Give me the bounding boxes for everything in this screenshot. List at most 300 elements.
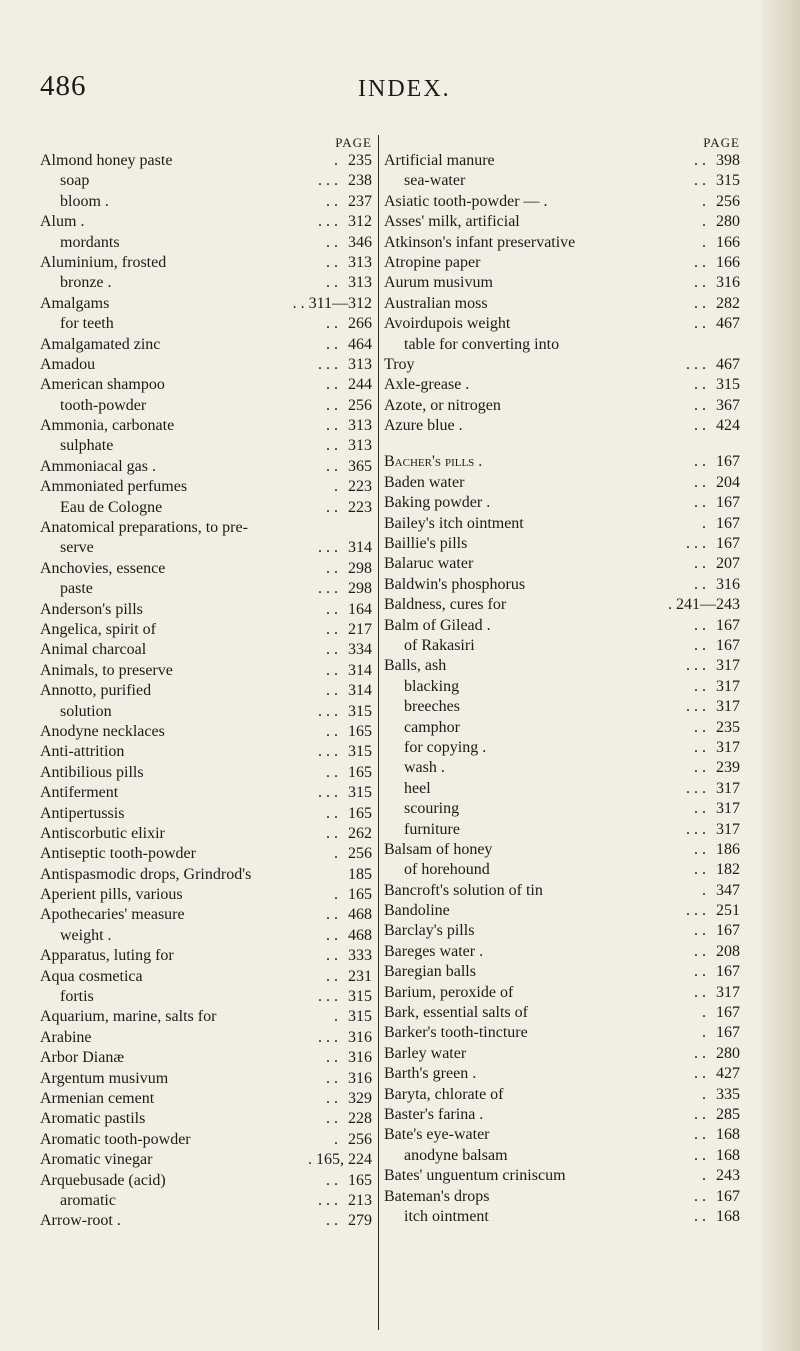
index-term: Artificial manure <box>384 152 495 169</box>
index-term: Balaruc water <box>384 555 474 573</box>
index-term: aromatic <box>60 1191 116 1209</box>
index-term: Apothecaries' measure <box>40 906 185 924</box>
index-entry <box>384 473 740 493</box>
leader-dots: . . <box>694 294 706 312</box>
leader-dots: . . <box>694 274 706 292</box>
leader-dots: . . <box>694 1207 706 1225</box>
leader-dots: . <box>334 478 338 496</box>
page-reference: 317 <box>716 698 740 716</box>
leader-dots: . . <box>694 315 706 333</box>
index-term: Axle-grease . <box>384 376 470 394</box>
page-number: 486 <box>40 70 87 102</box>
page-reference: 316 <box>348 1049 372 1067</box>
leader-dots: . . <box>694 942 706 960</box>
page-reference: 266 <box>348 315 372 333</box>
page-reference: 467 <box>716 315 740 333</box>
leader-dots: . . <box>326 641 338 659</box>
index-entry <box>384 1105 740 1125</box>
index-term: Baregian balls <box>384 963 476 981</box>
index-entry <box>40 335 372 355</box>
index-term: Balls, ash <box>384 657 447 675</box>
leader-dots: . . . <box>318 702 338 720</box>
page-reference: 256 <box>348 845 372 863</box>
leader-dots: . . <box>326 722 338 740</box>
page-reference: 315 <box>348 784 372 802</box>
leader-dots: . . <box>694 172 706 190</box>
leader-dots: . . <box>694 1146 706 1164</box>
index-term: for teeth <box>60 315 114 333</box>
index-entry <box>384 1023 740 1043</box>
leader-dots: . . <box>694 555 706 573</box>
index-term: Balsam of honey <box>384 840 493 858</box>
index-term: Ammoniacal gas . <box>40 457 156 475</box>
index-term: Bailey's itch ointment <box>384 514 524 532</box>
index-entry <box>40 416 372 436</box>
page-reference: 424 <box>716 417 740 435</box>
index-entry <box>384 534 740 554</box>
leader-dots: . . . <box>318 743 338 761</box>
leader-dots: . <box>334 1008 338 1026</box>
leader-dots: . . <box>326 600 338 618</box>
leader-dots: . . <box>694 1065 706 1083</box>
page-reference: 256 <box>348 396 372 414</box>
page-reference: 168 <box>716 1207 740 1225</box>
index-term: sea-water <box>404 172 466 190</box>
leader-dots: . . . <box>318 784 338 802</box>
index-entry <box>40 192 372 212</box>
page-reference: 314 <box>348 539 372 557</box>
page-reference: 315 <box>348 702 372 720</box>
page-reference: 182 <box>716 861 740 879</box>
index-entry <box>384 921 740 941</box>
page-reference: 168 <box>716 1146 740 1164</box>
page-reference: 317 <box>716 820 740 838</box>
page-reference: 313 <box>348 355 372 373</box>
leader-dots: . . . <box>318 355 338 373</box>
index-entry <box>40 804 372 824</box>
index-term: Aperient pills, various <box>40 886 183 904</box>
index-term: Animals, to preserve <box>40 661 173 679</box>
index-entry <box>40 661 372 681</box>
leader-dots: . . <box>694 417 706 435</box>
index-entry <box>384 396 740 416</box>
index-term: Amalgamated zinc <box>40 335 161 353</box>
page-reference: 167 <box>716 535 740 553</box>
index-term: Australian moss <box>384 294 488 312</box>
index-term: breeches <box>404 698 460 716</box>
leader-dots: . . <box>326 947 338 965</box>
index-term: scouring <box>404 800 460 818</box>
index-term: Ammoniated perfumes <box>40 478 188 496</box>
page-reference: 165 <box>348 722 372 740</box>
index-entry <box>40 763 372 783</box>
index-entry <box>40 375 372 395</box>
leader-dots: . . . <box>318 988 338 1006</box>
index-term: Bandoline <box>384 902 450 920</box>
index-entry <box>384 253 740 273</box>
index-term: Bate's eye-water <box>384 1126 490 1144</box>
index-term: Bates' unguentum criniscum <box>384 1167 566 1185</box>
page-reference: 280 <box>716 1044 740 1062</box>
index-term: Atkinson's infant preservative <box>384 233 576 251</box>
index-term: of Rakasiri <box>404 636 475 654</box>
index-entry <box>40 314 372 334</box>
index-entry <box>384 1166 740 1186</box>
page-reference: 398 <box>716 152 740 169</box>
index-entry <box>384 881 740 901</box>
page-reference: 313 <box>348 253 372 271</box>
index-term: Alum . <box>40 213 85 231</box>
index-entry <box>384 901 740 921</box>
index-entry <box>384 779 740 799</box>
leader-dots: . . <box>326 417 338 435</box>
index-entry <box>40 579 372 599</box>
index-entry <box>40 1191 372 1211</box>
index-term: Asiatic tooth-powder — . <box>384 192 548 210</box>
index-term: table for converting into <box>404 335 560 353</box>
index-entry <box>40 640 372 660</box>
index-entry <box>384 575 740 595</box>
index-term: Aqua cosmetica <box>40 967 143 985</box>
leader-dots: . . <box>694 677 706 695</box>
page-reference: 217 <box>348 620 372 638</box>
page-reference: 251 <box>716 902 740 920</box>
index-term: Arabine <box>40 1028 92 1046</box>
page-reference: 167 <box>716 494 740 512</box>
leader-dots: . . . <box>318 1028 338 1046</box>
index-entry <box>40 355 372 375</box>
index-entry <box>40 620 372 640</box>
leader-dots: . . <box>694 616 706 634</box>
index-entry <box>40 477 372 497</box>
page-reference: 315 <box>348 988 372 1006</box>
index-entry <box>384 656 740 676</box>
leader-dots: . . <box>694 759 706 777</box>
index-entry <box>40 1069 372 1089</box>
page-column-heading: PAGE <box>335 135 372 150</box>
leader-dots: . . <box>694 738 706 756</box>
index-term: Bancroft's solution of tin <box>384 881 543 899</box>
leader-dots: . . <box>326 396 338 414</box>
page-reference: 165, 224 <box>316 1151 372 1169</box>
page-reference: 315 <box>716 172 740 190</box>
page-reference: 244 <box>348 376 372 394</box>
page-reference: 237 <box>348 192 372 210</box>
page-reference: 207 <box>716 555 740 573</box>
leader-dots: . . <box>326 233 338 251</box>
index-entry <box>384 273 740 293</box>
page-reference: 464 <box>348 335 372 353</box>
index-entry <box>40 926 372 946</box>
index-entry <box>40 518 372 538</box>
leader-dots: . <box>668 596 672 614</box>
page-reference: 235 <box>348 152 372 169</box>
index-term: Barclay's pills <box>384 922 475 940</box>
index-entry <box>40 1211 372 1231</box>
leader-dots: . . <box>326 906 338 924</box>
index-entry <box>40 865 372 885</box>
page-reference: 167 <box>716 514 740 532</box>
page-reference: 315 <box>716 376 740 394</box>
leader-dots: . . . <box>318 213 338 231</box>
page-reference: 213 <box>348 1191 372 1209</box>
leader-dots: . . . <box>318 1191 338 1209</box>
page-reference: 167 <box>716 636 740 654</box>
leader-dots: . . <box>326 315 338 333</box>
index-term: of horehound <box>404 861 490 879</box>
index-entry <box>40 1109 372 1129</box>
leader-dots: . . <box>694 473 706 491</box>
index-entry <box>384 233 740 253</box>
index-entry <box>40 436 372 456</box>
page-reference: 165 <box>348 804 372 822</box>
index-entry <box>40 946 372 966</box>
index-term: camphor <box>404 718 460 736</box>
page-column-heading: PAGE <box>703 135 740 150</box>
index-term: Anatomical preparations, to pre- <box>40 519 248 537</box>
leader-dots: . . <box>326 682 338 700</box>
index-entry <box>40 559 372 579</box>
index-entry <box>40 1048 372 1068</box>
index-term: Ammonia, carbonate <box>40 417 175 435</box>
index-entry <box>384 335 740 355</box>
index-term: Bacher's pills . <box>384 453 483 471</box>
leader-dots: . . <box>326 1069 338 1087</box>
page-reference: 467 <box>716 355 740 373</box>
index-entry <box>384 171 740 191</box>
index-term: Amalgams <box>40 294 110 312</box>
page-reference: 334 <box>348 641 372 659</box>
leader-dots: . . <box>326 824 338 842</box>
page-reference: 167 <box>716 1187 740 1205</box>
index-entry <box>40 1150 372 1170</box>
leader-dots: . . <box>292 294 305 312</box>
index-term: Antibilious pills <box>40 763 144 781</box>
index-entry <box>40 1130 372 1150</box>
leader-dots: . . <box>694 152 706 169</box>
index-entry <box>384 452 740 472</box>
index-term: Asses' milk, artificial <box>384 213 520 231</box>
index-entry <box>384 192 740 212</box>
leader-dots: . . <box>326 274 338 292</box>
index-term: Argentum musivum <box>40 1069 169 1087</box>
leader-dots: . . <box>694 1044 706 1062</box>
page-reference: 317 <box>716 800 740 818</box>
index-entry <box>40 273 372 293</box>
leader-dots: . . . <box>686 535 706 553</box>
index-term: Almond honey paste <box>40 152 173 169</box>
index-entry <box>40 722 372 742</box>
index-term: Barium, peroxide of <box>384 983 514 1001</box>
page-reference: 256 <box>716 192 740 210</box>
page-reference: 166 <box>716 233 740 251</box>
index-term: Aromatic vinegar <box>40 1151 153 1169</box>
leader-dots: . . <box>326 804 338 822</box>
index-term: Baking powder . <box>384 494 491 512</box>
index-entry <box>384 514 740 534</box>
leader-dots: . . <box>694 861 706 879</box>
leader-dots: . . <box>694 1105 706 1123</box>
page-reference: 329 <box>348 1089 372 1107</box>
index-term: sulphate <box>60 437 114 455</box>
leader-dots: . . <box>694 453 706 471</box>
leader-dots: . . <box>326 926 338 944</box>
leader-dots: . <box>702 881 706 899</box>
leader-dots: . . <box>326 620 338 638</box>
page-reference: 316 <box>348 1069 372 1087</box>
index-entry-list <box>40 151 372 1232</box>
index-term: wash . <box>404 759 445 777</box>
page-reference: 262 <box>348 824 372 842</box>
leader-dots: . . . <box>318 172 338 190</box>
index-entry <box>384 416 740 436</box>
leader-dots: . . <box>326 967 338 985</box>
leader-dots: . . . <box>686 355 706 373</box>
index-entry <box>40 498 372 518</box>
index-entry <box>384 677 740 697</box>
index-term: Atropine paper <box>384 253 481 271</box>
index-entry <box>384 355 740 375</box>
index-term: Arrow-root . <box>40 1212 121 1230</box>
page-reference: 167 <box>716 1004 740 1022</box>
page-reference: 315 <box>348 1008 372 1026</box>
page-reference: 298 <box>348 580 372 598</box>
index-entry <box>384 860 740 880</box>
index-term: Bareges water . <box>384 942 484 960</box>
page-reference: 314 <box>348 661 372 679</box>
leader-dots: . <box>702 1004 706 1022</box>
leader-dots: . <box>702 1024 706 1042</box>
index-entry <box>40 844 372 864</box>
index-term: tooth-powder <box>60 396 147 414</box>
index-entry <box>40 151 372 171</box>
index-entry <box>384 212 740 232</box>
index-entry <box>40 967 372 987</box>
index-entry <box>40 783 372 803</box>
page-reference: 165 <box>348 1171 372 1189</box>
index-term: Barley water <box>384 1044 467 1062</box>
page-reference: 186 <box>716 840 740 858</box>
index-term: Barker's tooth-tincture <box>384 1024 528 1042</box>
index-entry <box>384 375 740 395</box>
page-reference: 167 <box>716 1024 740 1042</box>
page-reference: 468 <box>348 926 372 944</box>
page-reference: 313 <box>348 437 372 455</box>
leader-dots: . . <box>326 192 338 210</box>
page-reference: 204 <box>716 473 740 491</box>
page-reference: 238 <box>348 172 372 190</box>
index-term: Baillie's pills <box>384 535 468 553</box>
page-reference: 167 <box>716 616 740 634</box>
index-term: Barth's green . <box>384 1065 477 1083</box>
leader-dots: . . <box>326 376 338 394</box>
index-entry <box>40 681 372 701</box>
index-term: Arbor Dianæ <box>40 1049 124 1067</box>
index-entry <box>384 738 740 758</box>
index-term: bloom . <box>60 192 109 210</box>
index-term: Aurum musivum <box>384 274 493 292</box>
index-entry <box>40 457 372 477</box>
index-entry <box>40 742 372 762</box>
page-reference: 313 <box>348 417 372 435</box>
page-reference: 223 <box>348 498 372 516</box>
index-term: soap <box>60 172 90 190</box>
page-reference: 165 <box>348 763 372 781</box>
index-term: Arquebusade (acid) <box>40 1171 166 1189</box>
index-term: Amadou <box>40 355 96 373</box>
index-term: Antiscorbutic elixir <box>40 824 165 842</box>
index-entry <box>40 600 372 620</box>
index-entry <box>384 1044 740 1064</box>
index-entry <box>40 885 372 905</box>
leader-dots: . <box>334 152 338 169</box>
leader-dots: . <box>702 192 706 210</box>
index-term: Balm of Gilead . <box>384 616 491 634</box>
page-reference: 367 <box>716 396 740 414</box>
page-reference: 282 <box>716 294 740 312</box>
page-reference: 298 <box>348 559 372 577</box>
page-reference: 167 <box>716 922 740 940</box>
leader-dots: . . <box>326 437 338 455</box>
index-entry <box>384 1064 740 1084</box>
page-reference: 317 <box>716 677 740 695</box>
index-term: Apparatus, luting for <box>40 947 174 965</box>
index-entry <box>40 702 372 722</box>
leader-dots: . . <box>694 983 706 1001</box>
index-column-right <box>384 135 740 1227</box>
index-term: Avoirdupois weight <box>384 315 511 333</box>
index-entry <box>40 233 372 253</box>
page-reference: 316 <box>716 274 740 292</box>
page-reference: 427 <box>716 1065 740 1083</box>
page-reference: 316 <box>716 575 740 593</box>
index-entry <box>40 171 372 191</box>
index-entry <box>40 987 372 1007</box>
leader-dots: . <box>702 1167 706 1185</box>
page-reference: 313 <box>348 274 372 292</box>
leader-dots: . . . <box>686 698 706 716</box>
page-reference: 256 <box>348 1130 372 1148</box>
index-entry <box>40 212 372 232</box>
index-term: paste <box>60 580 93 598</box>
leader-dots: . . . <box>318 580 338 598</box>
index-term: for copying . <box>404 738 487 756</box>
index-term: Baldwin's phosphorus <box>384 575 526 593</box>
index-entry <box>384 1146 740 1166</box>
leader-dots: . . <box>326 498 338 516</box>
leader-dots: . <box>702 514 706 532</box>
leader-dots: . . . <box>318 539 338 557</box>
leader-dots: . . <box>694 376 706 394</box>
index-entry <box>384 758 740 778</box>
index-entry <box>384 983 740 1003</box>
index-entry <box>384 554 740 574</box>
leader-dots: . . <box>694 922 706 940</box>
index-term: solution <box>60 702 112 720</box>
leader-dots: . . <box>694 253 706 271</box>
index-term: Antipertussis <box>40 804 125 822</box>
index-entry <box>40 1028 372 1048</box>
page-reference: 315 <box>348 743 372 761</box>
page-reference: 317 <box>716 779 740 797</box>
index-entry-list <box>384 151 740 1227</box>
leader-dots: . . . <box>686 779 706 797</box>
index-term: serve <box>60 539 94 557</box>
page-reference: 231 <box>348 967 372 985</box>
leader-dots: . . <box>326 661 338 679</box>
index-entry <box>40 294 372 314</box>
index-entry <box>40 396 372 416</box>
